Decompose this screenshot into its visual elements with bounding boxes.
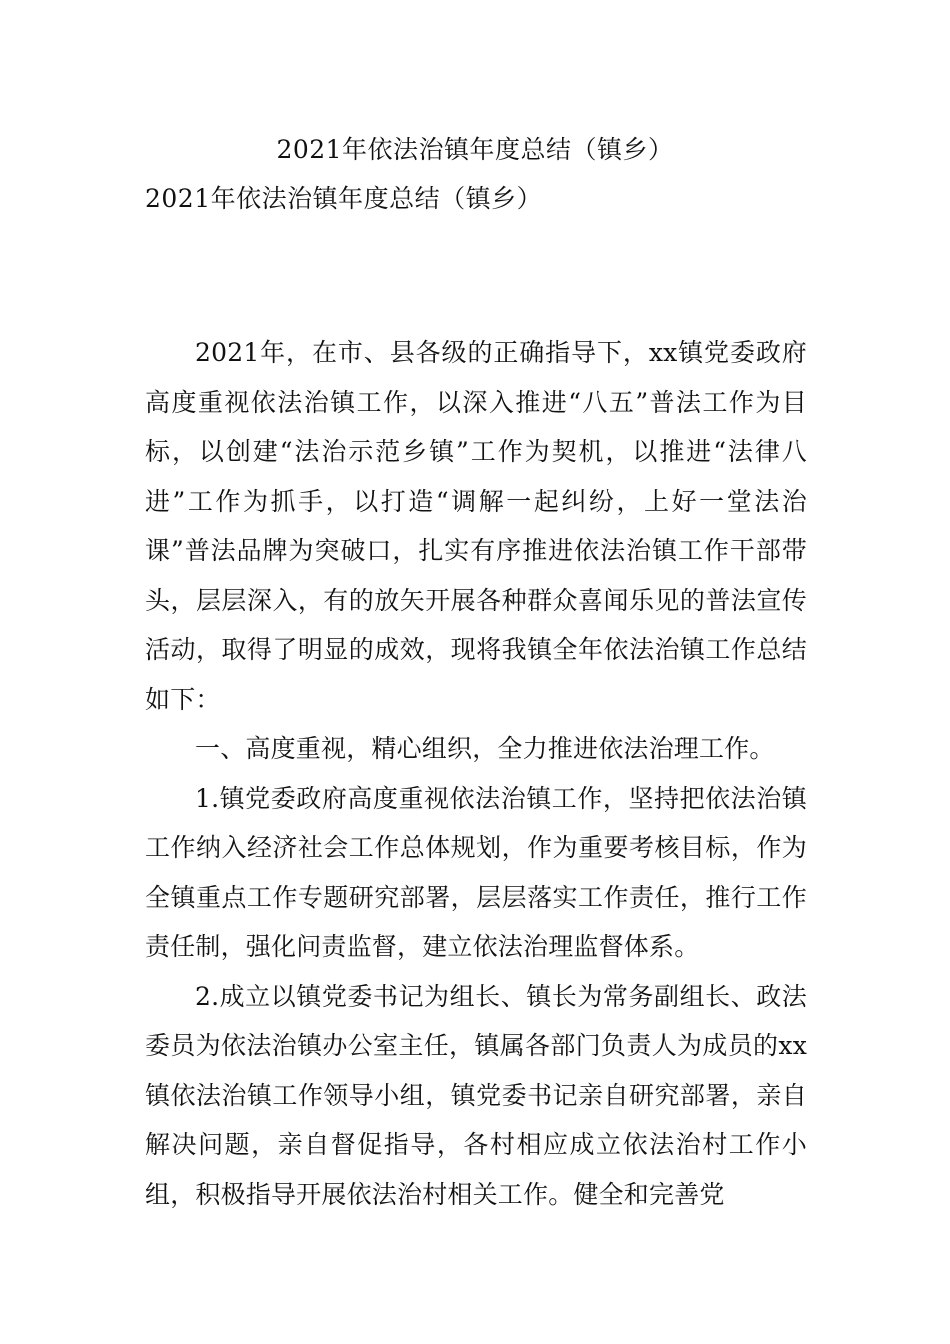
document-title: 2021年依法治镇年度总结（镇乡）	[276, 135, 674, 164]
paragraph: 2021年，在市、县各级的正确指导下，xx镇党委政府高度重视依法治镇工作，以深入推进“八五”普法工作为目标，以创建“法治示范乡镇”工作为契机，以推进“法律八进”工作为抓手，以打造“调解一起纠纷，上好一堂法治课”普法品牌为突破口，扎实有序推进依法治镇工作干部带头，层层深入，有的放矢开展各种群众喜闻乐见的普法宣传活动，取得了明显的成效，现将我镇全年依法治镇工作总结如下：	[145, 338, 807, 714]
document-subtitle: 2021年依法治镇年度总结（镇乡）	[145, 184, 543, 213]
paragraph: 1.镇党委政府高度重视依法治镇工作，坚持把依法治镇工作纳入经济社会工作总体规划，作为重要考核目标，作为全镇重点工作专题研究部署，层层落实工作责任，推行工作责任制，强化问责监督，建立依法治理监督体系。	[145, 783, 807, 961]
paragraph: 2.成立以镇党委书记为组长、镇长为常务副组长、政法委员为依法治镇办公室主任，镇属各部门负责人为成员的xx镇依法治镇工作领导小组，镇党委书记亲自研究部署，亲自解决问题，亲自督促指导，各村相应成立依法治村工作小组，积极指导开展依法治村相关工作。健全和完善党	[145, 981, 807, 1209]
document-body	[145, 328, 807, 1219]
section-heading: 一、高度重视，精心组织，全力推进依法治理工作。	[195, 734, 775, 763]
